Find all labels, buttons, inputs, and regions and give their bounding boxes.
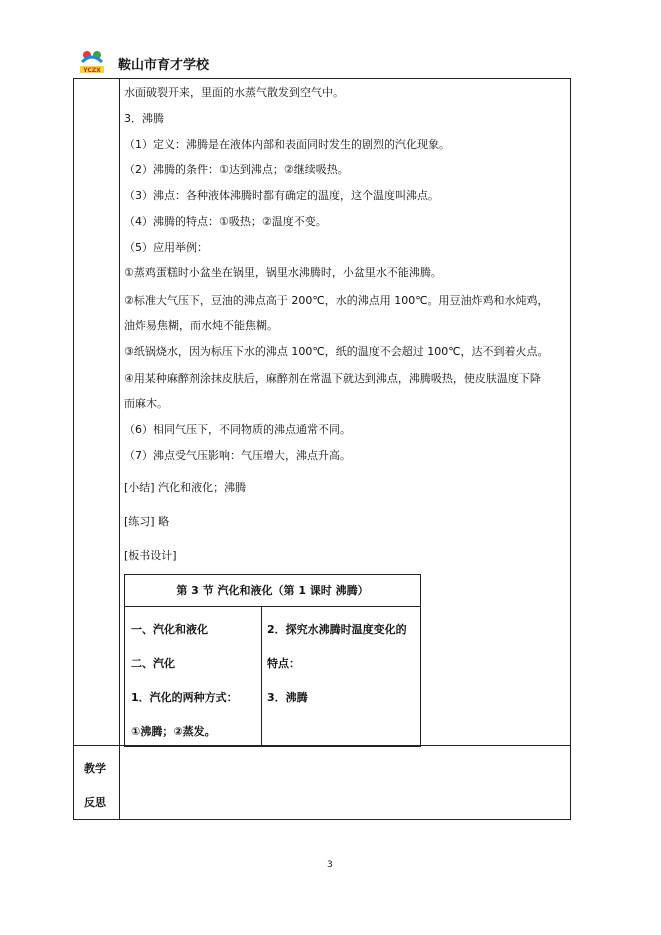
content-line: 油炸易焦糊，而水炖不能焦糊。 bbox=[124, 319, 278, 332]
practice-line: [练习] 略 bbox=[124, 515, 170, 528]
content-line: 水面破裂开来，里面的水蒸气散发到空气中。 bbox=[124, 86, 344, 99]
content-line: ③纸锅烧水，因为标压下水的沸点 100℃，纸的温度不会超过 100℃，达不到着火点。 bbox=[124, 345, 549, 358]
content-line: （2）沸腾的条件：①达到沸点；②继续吸热。 bbox=[124, 163, 349, 176]
content-line: （1）定义：沸腾是在液体内部和表面同时发生的剧烈的汽化现象。 bbox=[124, 138, 450, 151]
content-line: （7）沸点受气压影响：气压增大，沸点升高。 bbox=[124, 449, 351, 462]
content-line: （6）相同气压下，不同物质的沸点通常不同。 bbox=[124, 423, 351, 436]
school-logo-icon bbox=[78, 46, 106, 74]
board-right-item: 3．沸腾 bbox=[267, 691, 308, 704]
board-left-item: ①沸腾；②蒸发。 bbox=[131, 725, 216, 738]
content-line: 3．沸腾 bbox=[124, 112, 164, 125]
content-line: （3）沸点：各种液体沸腾时都有确定的温度，这个温度叫沸点。 bbox=[124, 189, 439, 202]
summary-line: [小结] 汽化和液化；沸腾 bbox=[124, 481, 247, 494]
content-line: ④用某种麻醉剂涂抹皮肤后，麻醉剂在常温下就达到沸点，沸腾吸热，使皮肤温度下降 bbox=[124, 372, 541, 385]
board-left-item: 二、汽化 bbox=[131, 657, 175, 670]
content-line: （5）应用举例： bbox=[124, 241, 208, 254]
content-line: ②标准大气压下，豆油的沸点高于 200℃，水的沸点用 100℃。用豆油炸鸡和水炖鸡， bbox=[124, 294, 549, 307]
board-title: 第 3 节 汽化和液化（第 1 课时 沸腾） bbox=[125, 575, 420, 607]
content-line: 而麻木。 bbox=[124, 397, 168, 410]
content-line: ①蒸鸡蛋糕时小盆坐在锅里，锅里水沸腾时，小盆里水不能沸腾。 bbox=[124, 266, 442, 279]
board-left-item: 一、汽化和液化 bbox=[131, 623, 208, 636]
table-column-divider bbox=[119, 78, 120, 820]
school-name: 鞍山市育才学校 bbox=[118, 58, 210, 73]
board-right-item: 2．探究水沸腾时温度变化的 bbox=[267, 623, 407, 636]
board-divider bbox=[261, 607, 262, 747]
reflection-label-line1: 教学 bbox=[84, 762, 106, 775]
logo-text: YCZX bbox=[83, 67, 101, 74]
board-design-box bbox=[124, 574, 421, 747]
page-number: 3 bbox=[327, 860, 333, 870]
reflection-label-line2: 反思 bbox=[84, 796, 106, 809]
board-right-item: 特点： bbox=[267, 657, 300, 670]
board-design-label: [板书设计] bbox=[124, 549, 177, 562]
content-line: （4）沸腾的特点：①吸热；②温度不变。 bbox=[124, 215, 327, 228]
board-left-item: 1．汽化的两种方式： bbox=[131, 691, 238, 704]
